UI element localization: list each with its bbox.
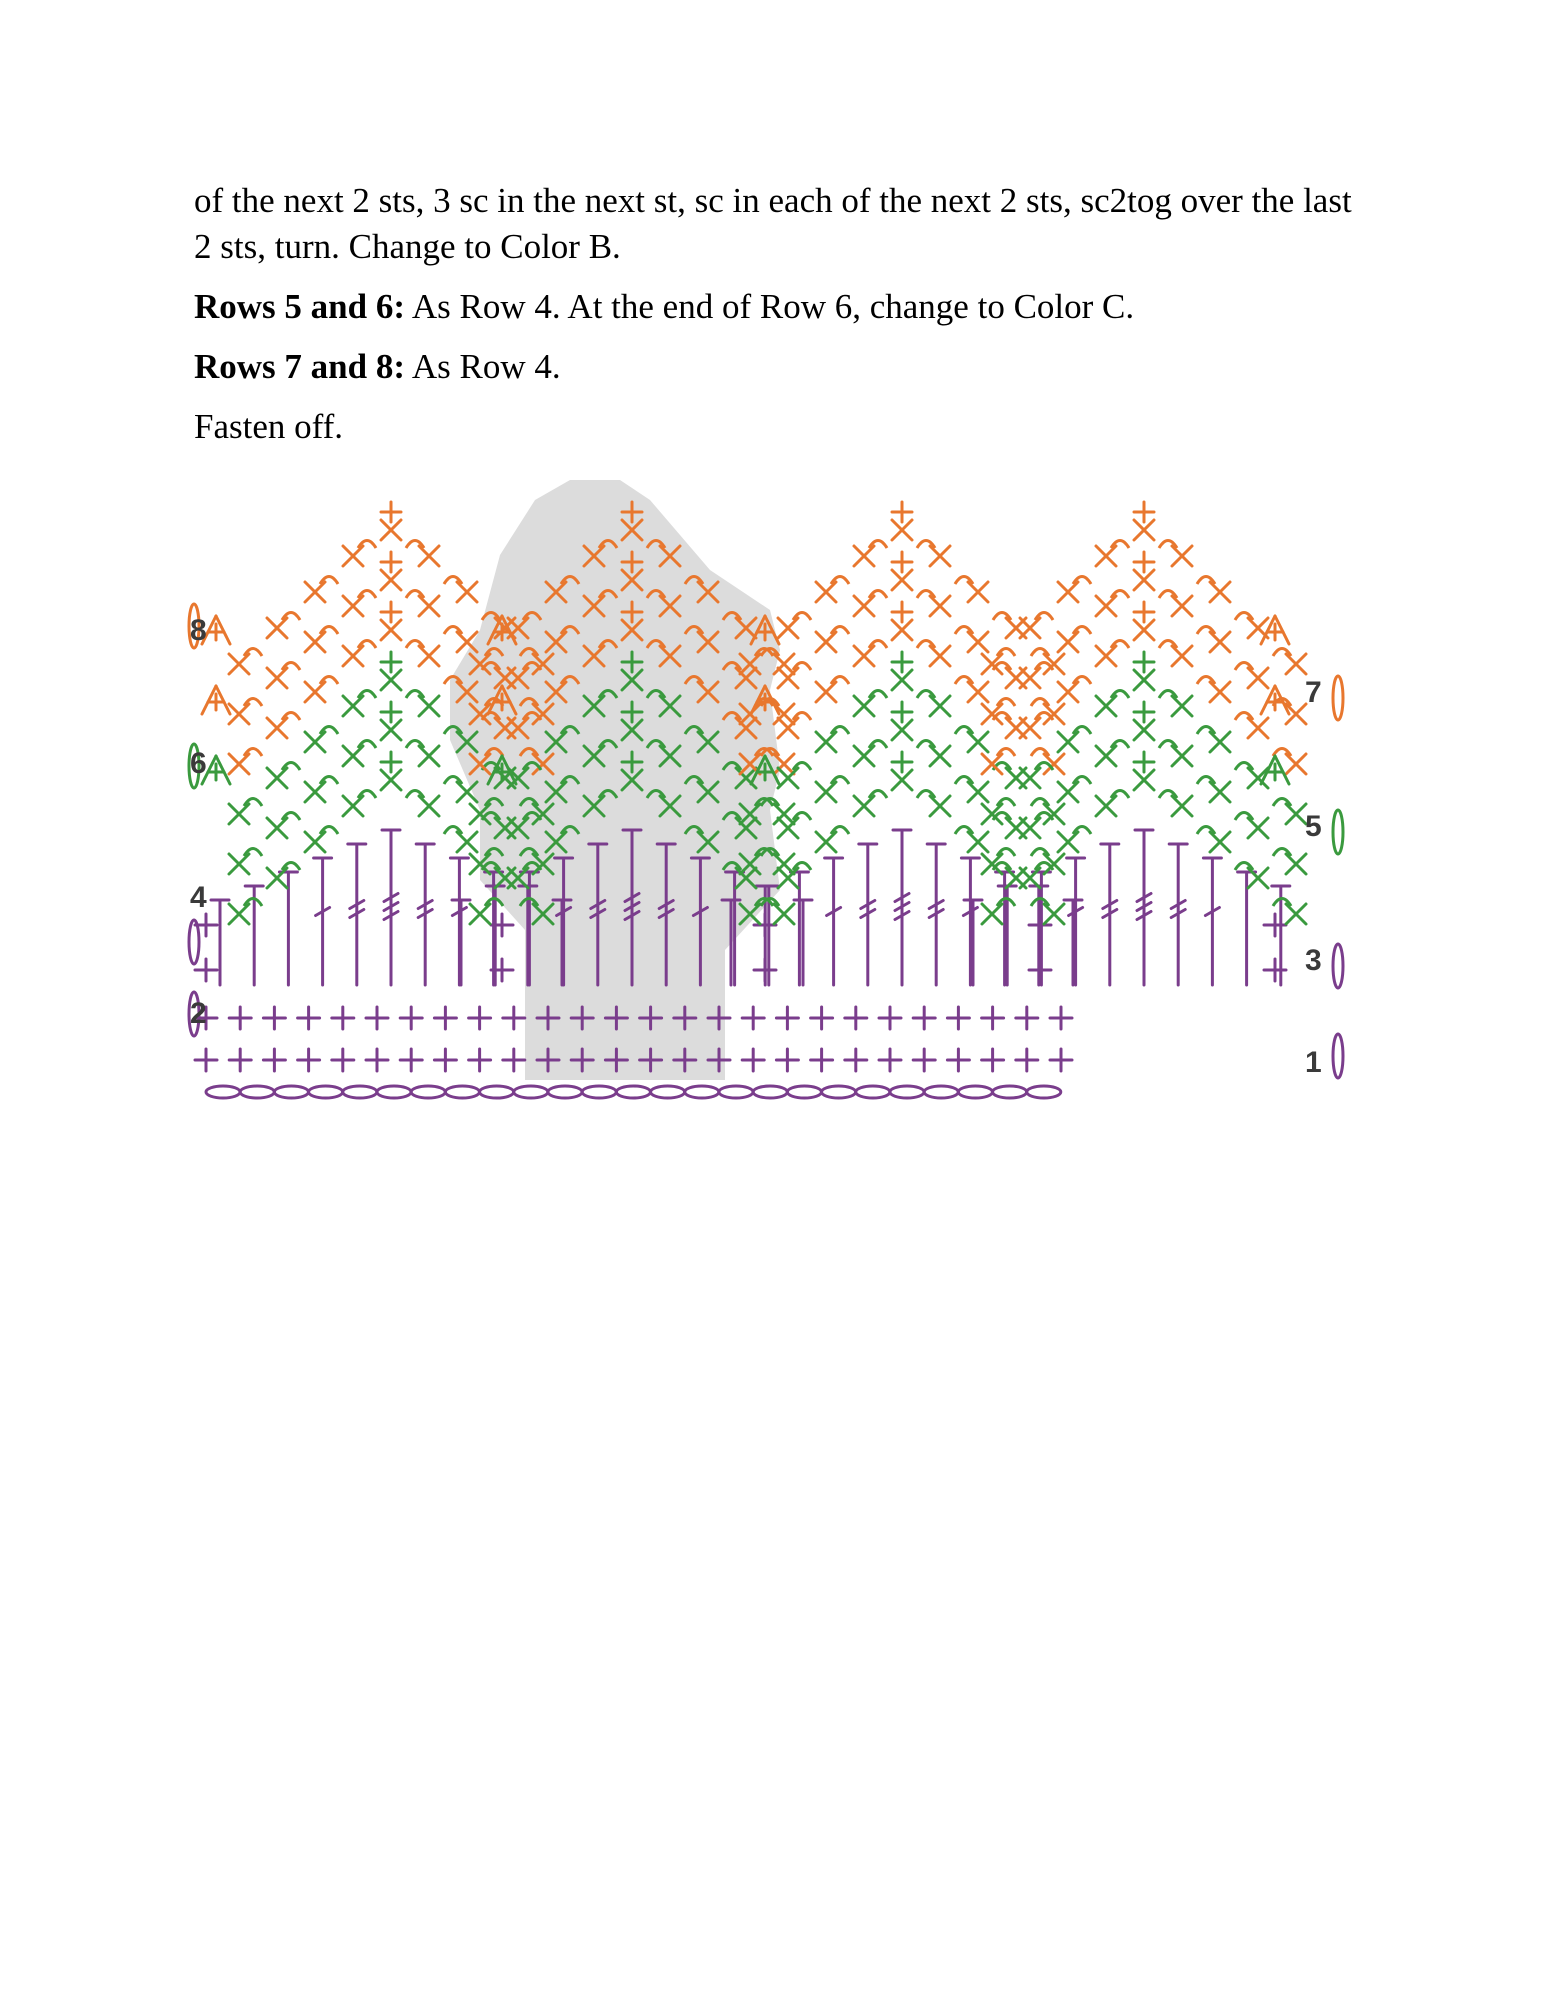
chain-stitch xyxy=(548,1086,582,1098)
dec-stitch xyxy=(216,756,230,784)
turning-chain xyxy=(1333,1034,1343,1078)
chain-stitch xyxy=(890,1086,924,1098)
pattern-instructions xyxy=(194,178,1374,464)
row-label-5: 5 xyxy=(1305,810,1322,843)
chain-stitch xyxy=(206,1086,240,1098)
dec-stitch xyxy=(1261,686,1275,714)
row-label-2: 2 xyxy=(190,997,207,1030)
dec-stitch xyxy=(1261,756,1275,784)
turning-chain xyxy=(1333,944,1343,988)
chain-stitch xyxy=(240,1086,274,1098)
dec-stitch xyxy=(216,686,230,714)
rows-7-8-text: As Row 4. xyxy=(405,347,561,386)
dec-stitch xyxy=(216,616,230,644)
chain-stitch xyxy=(343,1086,377,1098)
chain-stitch xyxy=(787,1086,821,1098)
row-label-8: 8 xyxy=(190,614,207,647)
paragraph-continuation: of the next 2 sts, 3 sc in the next st, sc in each of the next 2 sts, sc2tog over the last 2 sts, turn. Change to Color B. xyxy=(194,181,1352,266)
turning-chain xyxy=(1333,810,1343,854)
dec-stitch xyxy=(202,686,216,714)
row-label-4: 4 xyxy=(190,881,207,914)
row-label-6: 6 xyxy=(190,747,207,780)
row-label-3: 3 xyxy=(1305,944,1322,977)
row-label-7: 7 xyxy=(1305,676,1322,709)
stitch-symbols xyxy=(189,502,1343,1098)
chain-stitch xyxy=(685,1086,719,1098)
paragraph-rows-5-6 xyxy=(194,284,1374,330)
chain-stitch xyxy=(1027,1086,1061,1098)
chain-stitch xyxy=(651,1086,685,1098)
chain-stitch xyxy=(958,1086,992,1098)
chain-stitch xyxy=(856,1086,890,1098)
chain-stitch xyxy=(309,1086,343,1098)
chain-stitch xyxy=(377,1086,411,1098)
dec-stitch xyxy=(1275,756,1289,784)
chain-stitch xyxy=(719,1086,753,1098)
repeat-shade-area xyxy=(450,480,780,1080)
repeat-shading xyxy=(450,480,780,1080)
chain-stitch xyxy=(514,1086,548,1098)
chain-stitch xyxy=(616,1086,650,1098)
dec-stitch xyxy=(1275,616,1289,644)
chain-stitch xyxy=(480,1086,514,1098)
paragraph-rows-7-8 xyxy=(194,344,1374,390)
crochet-chart-svg xyxy=(180,480,1360,1140)
rows-5-6-text: As Row 4. At the end of Row 6, change to Color C. xyxy=(405,287,1135,326)
chain-stitch xyxy=(411,1086,445,1098)
chain-stitch xyxy=(822,1086,856,1098)
turning-chain xyxy=(189,920,199,964)
turning-chain xyxy=(1333,676,1343,720)
chain-stitch xyxy=(993,1086,1027,1098)
chain-stitch xyxy=(582,1086,616,1098)
chain-stitch xyxy=(753,1086,787,1098)
chain-stitch xyxy=(445,1086,479,1098)
rows-7-8-label: Rows 7 and 8: xyxy=(194,347,406,386)
crochet-chart xyxy=(180,480,1360,1140)
rows-5-6-label: Rows 5 and 6: xyxy=(194,287,406,326)
chain-stitch xyxy=(924,1086,958,1098)
paragraph-fasten-off: Fasten off. xyxy=(194,407,344,446)
dec-stitch xyxy=(1261,616,1275,644)
chain-stitch xyxy=(274,1086,308,1098)
row-label-1: 1 xyxy=(1305,1046,1322,1079)
